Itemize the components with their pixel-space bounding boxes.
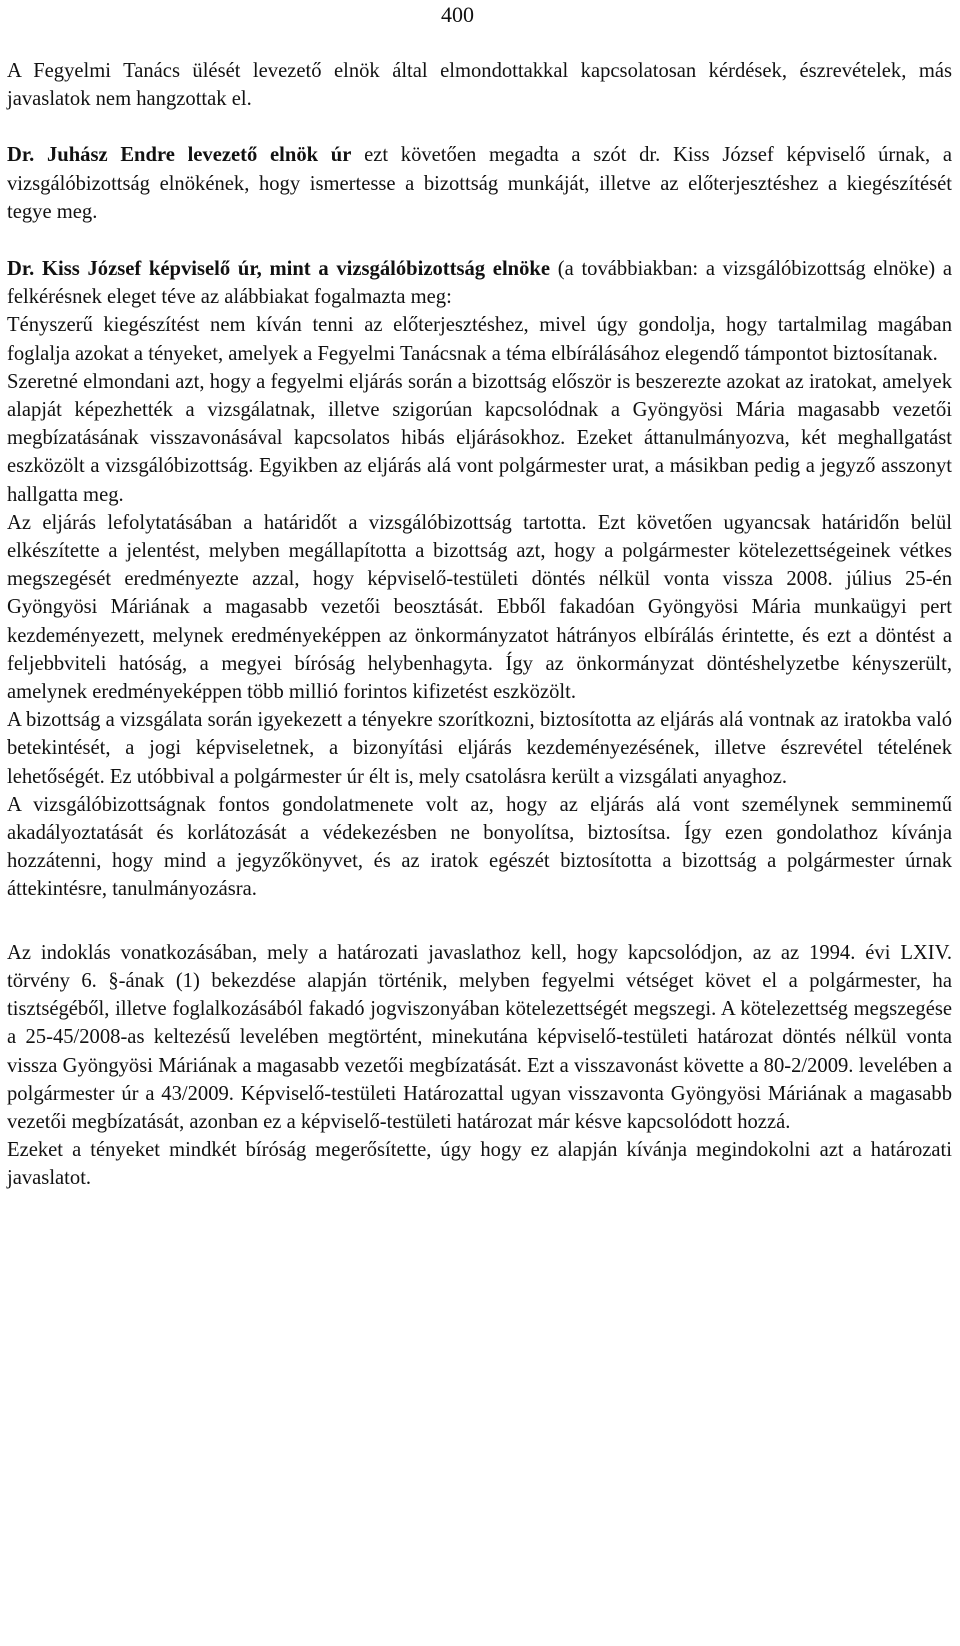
paragraph-chair-gives-floor xyxy=(7,141,952,226)
paragraph-deadline-report: Az eljárás lefolytatásában a határidőt a vizsgálóbizottság tartotta. Ezt követően ugyancsak határidőn belül elkészítette a jelentést, melyben megállapította a bizottság azt, hogy a polgármester kötelezettségeinek vétkes megszegését eredményezte azzal, hogy képviselő-testületi döntés nélkül vonta vissza 2008. július 25-én Gyöngyösi Máriának a magasabb vezetői beosztását. Ebből fakadóan Gyöngyösi Mária munkaügyi pert kezdeményezett, melynek eredményeképpen az önkormányzatot hátrányos elbírálás érintette, és ezt a döntést a feljebbviteli hatóság, a megyei bíróság helybenhagyta. Így az önkormányzat döntéshelyzetbe kényszerült, amelynek eredményeképpen több millió forintos kifizetést eszközölt. xyxy=(7,511,952,704)
paragraph-no-supplement: Tényszerű kiegészítést nem kíván tenni az előterjesztéshez, mivel úgy gondolja, hogy tartalmilag magában foglalja azokat a tényeket, amelyek a Fegyelmi Tanácsnak a téma elbírálásához elegendő támpontot biztosítanak. xyxy=(7,314,952,365)
paragraph-defense: A vizsgálóbizottságnak fontos gondolatmenete volt az, hogy az eljárás alá vont személynek semminemű akadályoztatását és korlátozását a védekezésben ne bonyolítsa, biztosítsa. Így ezen gondolathoz kívánja hozzátenni, hogy mind a jegyzőkönyvet, és az iratok egészét biztosította a bizottság a polgármester úrnak áttekintésre, tanulmányozásra. xyxy=(7,793,952,901)
paragraph-facts: A bizottság a vizsgálata során igyekezett a tényekre szorítkozni, biztosította az eljárás alá vontnak az iratokba való betekintését, a jogi képviseletnek, a bizonyítási eljárás kezdeményezésének, illetve észrevétel tételének lehetőségét. Ez utóbbival a polgármester úr élt is, mely csatolásra került a vizsgálati anyaghoz. xyxy=(7,709,952,788)
paragraph-conclusion: Ezeket a tényeket mindkét bíróság megerősítette, úgy hogy ez alapján kívánja megindokolni azt a határozati javaslatot. xyxy=(7,1139,952,1190)
paragraph-procedure: Szeretné elmondani azt, hogy a fegyelmi eljárás során a bizottság először is beszerezte azokat az iratokat, amelyek alapját képezhették a vizsgálatnak, illetve szigorúan kapcsolódnak a Gyöngyösi Mária magasabb vezetői megbízatásának visszavonásával kapcsolatos hibás eljárásokhoz. Ezeket áttanulmányozva, két meghallgatást eszközölt a vizsgálóbizottság. Egyikben az eljárás alá vont polgármester urat, a másikban pedig a jegyző asszonyt hallgatta meg. xyxy=(7,370,952,506)
paragraph-no-comments: A Fegyelmi Tanács ülését levezető elnök által elmondottakkal kapcsolatosan kérdések, észrevételek, más javaslatok nem hangzottak el. xyxy=(7,60,952,111)
page-number: 400 xyxy=(441,2,474,27)
paragraph-text: (a továbbiakban: a vizsgálóbizottság elnöke) a felkérésnek eleget téve az alábbiakat fogalmazta meg: xyxy=(7,258,952,309)
speaker-chair-name: Dr. Juhász Endre levezető elnök úr xyxy=(7,144,352,167)
paragraph-text: ezt követően megadta a szót dr. Kiss József képviselő úrnak, a vizsgálóbizottság elnökének, hogy ismertesse a bizottság munkáját, illetve az előterjesztéshez a kiegészítését tegye meg. xyxy=(7,144,952,223)
paragraph-committee-chair-intro xyxy=(7,255,952,311)
speaker-committee-chair-name: Dr. Kiss József képviselő úr, mint a vizsgálóbizottság elnöke xyxy=(7,258,551,281)
paragraph-justification: Az indoklás vonatkozásában, mely a határozati javaslathoz kell, hogy kapcsolódjon, az az 1994. évi LXIV. törvény 6. §-ának (1) bekezdése alapján történik, melyben fegyelmi vétséget követ el a polgármester, ha tisztségéből, illetve foglalkozásából fakadó jogviszonyában kötelezettségét megszegi. A kötelezettség megszegése a 25-45/2008-as keltezésű levelében megtörtént, minekutána képviselő-testületi határozat döntés nélkül vonta vissza Gyöngyösi Máriának a magasabb vezetői megbízatását. Ezt a visszavonást követte a 80-2/2009. levelében a polgármester úr a 43/2009. Képviselő-testületi Határozattal ugyan visszavonta Gyöngyösi Máriának a magasabb vezetői megbízatását, azonban ez a képviselő-testületi határozat már késve kapcsolódott hozzá. xyxy=(7,941,952,1133)
document-body xyxy=(7,57,952,1193)
